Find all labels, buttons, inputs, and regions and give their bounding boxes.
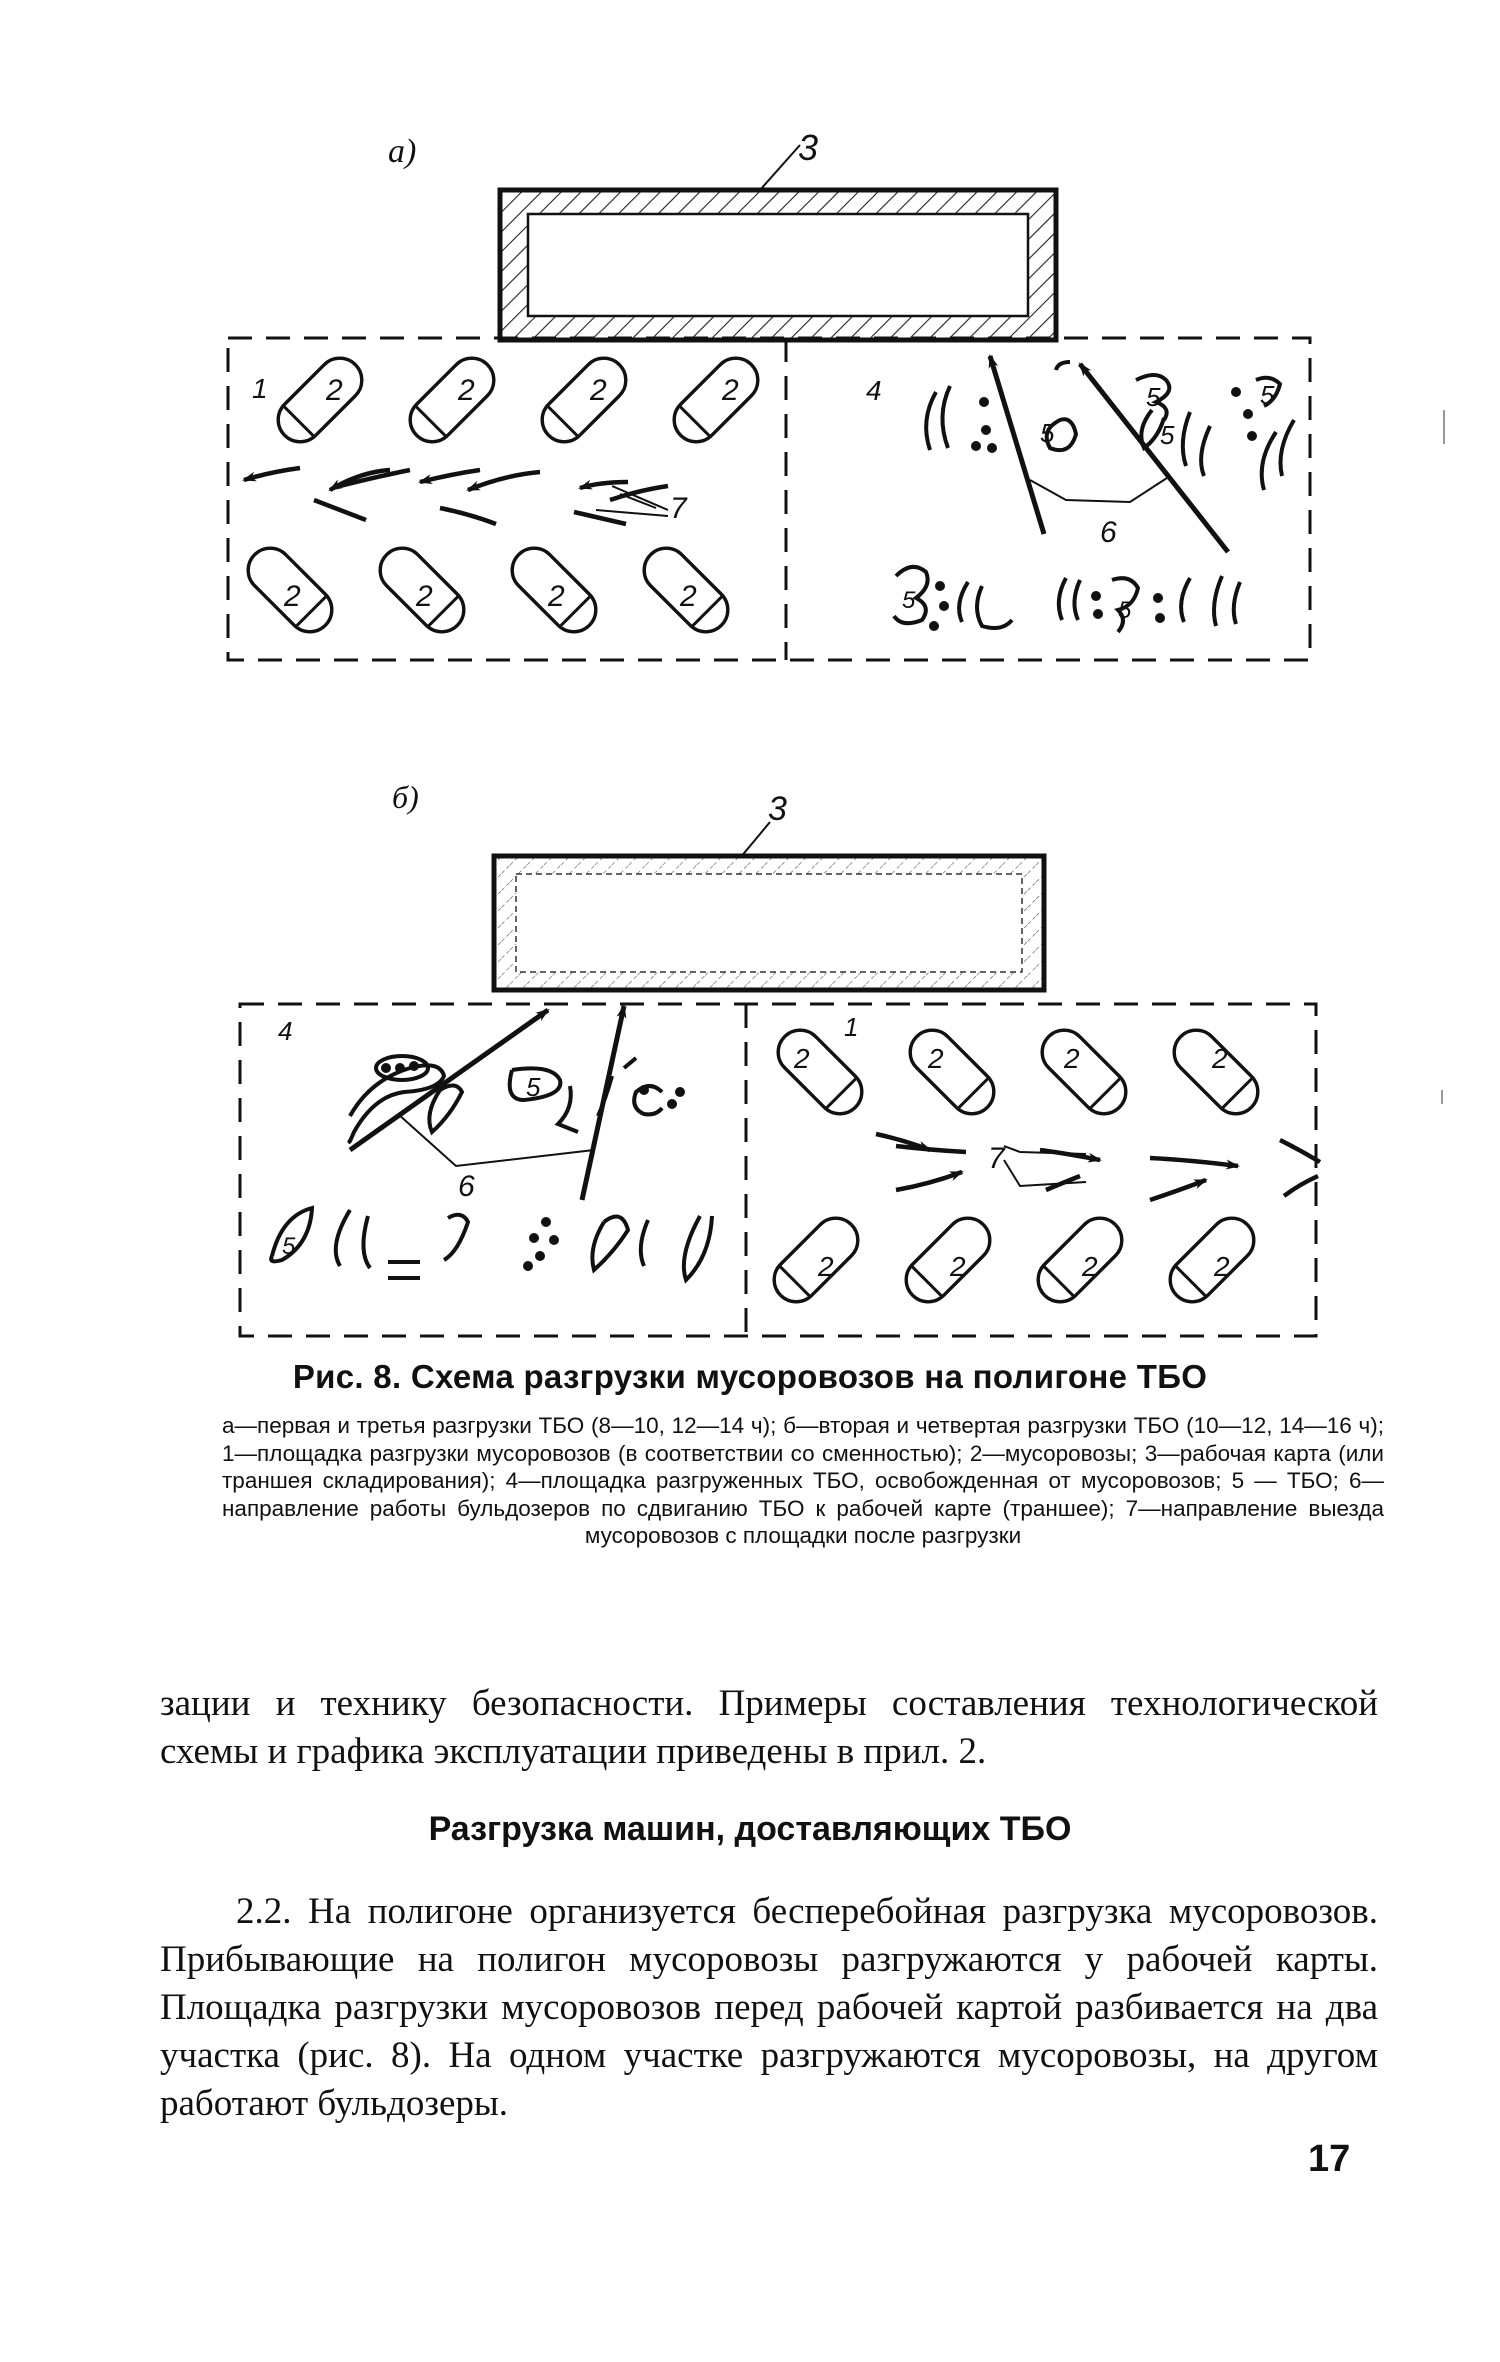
a-area1-callout: 1 — [252, 373, 268, 404]
a-area4-waste — [926, 362, 1294, 490]
a-trucks-bottom-row — [239, 539, 737, 641]
panel-b-label: б) — [392, 779, 419, 815]
a-area4-callout: 4 — [866, 375, 882, 406]
body-paragraph-1: зации и технику безопасности. Примеры составления технологической схемы и графика эксплуатации приведены в прил. 2. — [160, 1683, 1378, 1772]
a-trucks-top-row — [269, 349, 767, 451]
waste-label: 5 — [1146, 382, 1161, 412]
truck-label: 2 — [928, 1043, 944, 1074]
a-workmap-callout: 3 — [798, 127, 819, 168]
b-area1-callout: 1 — [844, 1012, 859, 1042]
section-heading: Разгрузка машин, доставляющих ТБО — [428, 1810, 1072, 1848]
truck-label: 2 — [1082, 1251, 1098, 1282]
waste-label: 5 — [902, 587, 916, 614]
truck-label: 2 — [950, 1251, 966, 1282]
truck-label: 2 — [794, 1043, 810, 1074]
b-area4-waste — [350, 1056, 684, 1142]
b-area4-bottom-waste — [271, 1208, 712, 1280]
waste-label: 5 — [526, 1072, 541, 1102]
page-number: 17 — [1308, 2138, 1351, 2180]
b-arrows-callout: 7 — [988, 1142, 1005, 1175]
b-dozer-arrows — [350, 1006, 624, 1200]
b-trucks-bottom-row — [765, 1209, 1263, 1311]
figure-caption-legend: а—первая и третья разгрузки ТБО (8—10, 12—14 ч); б—вторая и четвертая разгрузки ТБО (10—12, 14—16 ч); 1—площадка разгрузки мусоровозов (в соответствии со сменностью); 2—мусоровозы; 3—рабочая карта (или траншея складирования); 4—площадка разгруженных ТБО, освобожденная от мусоровозов; 5 — ТБО; 6—направление работы бульдозеров по сдвиганию ТБО к рабочей карте (траншее); 7—направление выезда мусоровозов с площадки после разгрузки — [222, 1413, 1384, 1548]
truck-label: 2 — [548, 580, 565, 613]
waste-label: 5 — [1118, 597, 1132, 624]
b-dozers-callout: 6 — [458, 1170, 475, 1203]
a-arrows-callout: 7 — [670, 492, 687, 525]
waste-label: 5 — [1160, 420, 1175, 450]
waste-label: 5 — [1260, 380, 1275, 410]
b-area4-callout: 4 — [278, 1016, 293, 1046]
b-exit-arrows — [876, 1134, 1320, 1200]
a-exit-arrows — [244, 468, 668, 524]
waste-label: 5 — [1040, 418, 1055, 448]
truck-label: 2 — [722, 374, 739, 407]
truck-label: 2 — [1212, 1043, 1228, 1074]
truck-label: 2 — [1064, 1043, 1080, 1074]
a-arrows-callout-lines — [596, 486, 668, 516]
a-work-map — [500, 127, 1056, 340]
b-dozer-callout-lines — [398, 1114, 594, 1166]
b-work-map — [494, 790, 1044, 990]
a-dozers-callout: 6 — [1100, 516, 1117, 549]
figure-caption-title: Рис. 8. Схема разгрузки мусоровозов на полигоне ТБО — [292, 1358, 1208, 1395]
waste-label: 5 — [282, 1233, 296, 1260]
a-area4-bottom-waste — [894, 567, 1240, 632]
truck-label: 2 — [1214, 1251, 1230, 1282]
truck-label: 2 — [284, 580, 301, 613]
b-workmap-callout: 3 — [768, 790, 787, 828]
truck-label: 2 — [326, 374, 343, 407]
truck-label: 2 — [818, 1251, 834, 1282]
truck-label: 2 — [416, 580, 433, 613]
truck-label: 2 — [590, 374, 607, 407]
truck-label: 2 — [458, 374, 475, 407]
a-dozer-callout-lines — [1030, 476, 1170, 502]
panel-a-label: а) — [388, 133, 417, 170]
truck-label: 2 — [680, 580, 697, 613]
body-paragraph-2: 2.2. На полигоне организуется бесперебойная разгрузка мусоровозов. Прибывающие на полигон мусоровозы разгружаются у рабочей карты. Площадка разгрузки мусоровозов перед рабочей картой разбивается на два участка (рис. 8). На одном участке разгружаются мусоровозы, на другом работают бульдозеры. — [160, 1891, 1378, 2124]
